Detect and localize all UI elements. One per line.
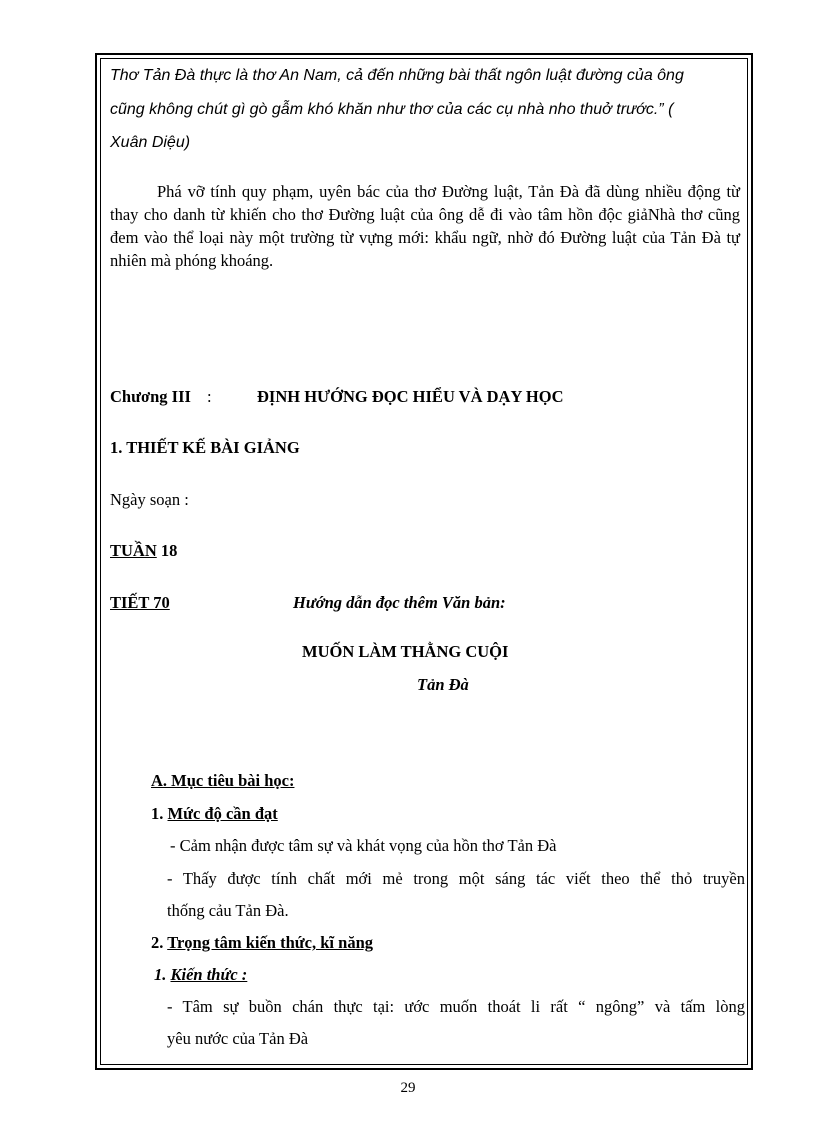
work-title: MUỐN LÀM THẰNG CUỘI <box>302 642 509 661</box>
tiet-label: TIẾT 70 <box>110 593 170 612</box>
quote-line-1: Thơ Tản Đà thực là thơ An Nam, cả đến những bài thất ngôn luật đường của ông <box>110 67 684 84</box>
focus-title: Trọng tâm kiến thức, kĩ năng <box>167 933 373 952</box>
goal-item-2-line-1: - Thấy được tính chất mới mẻ trong một sáng tác viết theo thể thỏ truyền <box>167 869 745 888</box>
goals-heading: A. Mục tiêu bài học: <box>151 771 295 790</box>
knowledge-item-line-2: yêu nước của Tản Đà <box>167 1029 309 1048</box>
level-title: Mức độ cần đạt <box>167 804 278 823</box>
knowledge-item-line-1: - Tâm sự buồn chán thực tại: ước muốn thoát li rất “ ngông” và tấm lòng <box>167 997 745 1016</box>
quote-line-3: Xuân Diệu) <box>110 134 191 151</box>
tuan-heading <box>110 541 177 561</box>
knowledge-num: 1. <box>154 965 167 984</box>
body-paragraph-text: Phá vỡ tính quy phạm, uyên bác của thơ Đường luật, Tản Đà đã dùng nhiều động từ thay cho danh từ khiến cho thơ Đường luật của ông dễ đi vào tâm hồn độc giảNhà thơ cũng đem vào thể loại này một trường từ vựng mới: khẩu ngữ, nhờ đó Đường luật của Tản Đà tự nhiên mà phóng khoáng. <box>110 182 740 270</box>
page-number: 29 <box>400 1080 416 1096</box>
guide-label: Hướng dẫn đọc thêm Văn bản: <box>293 593 506 612</box>
level-heading <box>151 804 278 824</box>
quote-line-2: cũng không chút gì gò gẫm khó khăn như thơ của các cụ nhà nho thuở trước.” ( <box>110 101 674 118</box>
body-paragraph <box>110 180 740 272</box>
tuan-label: TUẦN <box>110 541 157 560</box>
chapter-label: Chương III <box>110 387 191 406</box>
knowledge-title: Kiến thức : <box>170 965 248 984</box>
chapter-title: ĐỊNH HƯỚNG ĐỌC HIỂU VÀ DẠY HỌC <box>257 387 564 406</box>
tuan-number: 18 <box>160 541 178 560</box>
focus-num: 2. <box>151 933 164 952</box>
knowledge-heading <box>154 965 247 985</box>
ngay-soan-label: Ngày soạn : <box>110 490 189 509</box>
level-num: 1. <box>151 804 164 823</box>
goal-item-2-line-2: thống cảu Tản Đà. <box>167 901 289 920</box>
chapter-colon: : <box>207 387 212 406</box>
work-author: Tản Đà <box>417 675 469 694</box>
goal-item-1: - Cảm nhận được tâm sự và khát vọng của hồn thơ Tản Đà <box>170 836 557 855</box>
section-heading: 1. THIẾT KẾ BÀI GIẢNG <box>110 438 300 457</box>
focus-heading <box>151 933 373 953</box>
